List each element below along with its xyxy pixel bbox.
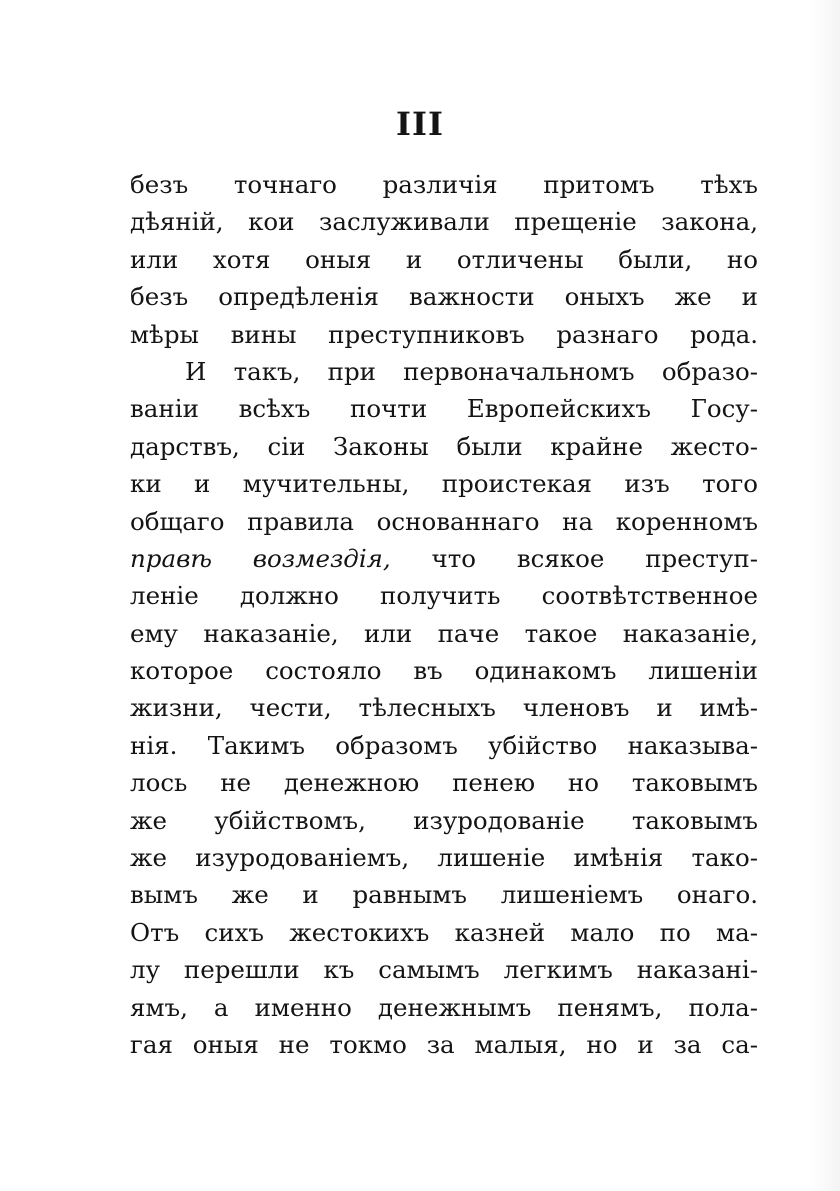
text-line: же изуродованіемъ, лишеніе имѣнія тако- — [130, 843, 758, 873]
text-line-rest: что всякое преступ- — [431, 543, 758, 573]
text-line: вымъ же и равнымъ лишеніемъ онаго. — [130, 880, 758, 910]
text-line-paragraph-start: И такъ, при первоначальномъ образо- — [185, 356, 758, 386]
text-line: ки и мучительны, проистекая изъ того — [130, 469, 758, 499]
text-line: Отъ сихъ жестокихъ казней мало по ма- — [130, 917, 758, 947]
page-edge-shadow — [810, 0, 840, 1191]
text-line: жизни, чести, тѣлесныхъ членовъ и имѣ- — [130, 693, 758, 723]
text-line: дарствъ, сіи Законы были крайне жесто- — [130, 431, 758, 461]
text-line: мѣры вины преступниковъ разнаго рода. — [130, 319, 758, 349]
text-line: нія. Такимъ образомъ убійство наказыва- — [130, 730, 758, 760]
text-line-with-italic — [130, 540, 758, 577]
text-line: ваніи всѣхъ почти Европейскихъ Госу- — [130, 394, 758, 424]
text-line: ему наказаніе, или паче такое наказаніе, — [130, 618, 758, 648]
text-line: леніе должно получить соотвѣтственное — [130, 581, 758, 611]
page-number: III — [396, 105, 444, 143]
text-line: дѣяній, кои заслуживали прещеніе закона, — [130, 207, 758, 237]
text-line: лось не денежною пенею но таковымъ — [130, 768, 758, 798]
body-text — [130, 166, 758, 1063]
text-line: или хотя оныя и отличены были, но — [130, 244, 758, 274]
text-line: ямъ, а именно денежнымъ пенямъ, пола- — [130, 992, 758, 1022]
text-line: гая оныя не токмо за малыя, но и за са- — [130, 1029, 758, 1059]
text-line: безъ точнаго различія притомъ тѣхъ — [130, 170, 758, 199]
text-line: лу перешли къ самымъ легкимъ наказані- — [130, 955, 758, 985]
text-line: которое состояло въ одинакомъ лишеніи — [130, 656, 758, 686]
text-line: безъ опредѣленія важности оныхъ же и — [130, 282, 758, 312]
text-line: же убійствомъ, изуродованіе таковымъ — [130, 805, 758, 835]
italic-phrase: правѣ возмездія, — [130, 543, 391, 573]
text-line: общаго правила основаннаго на коренномъ — [130, 506, 758, 536]
